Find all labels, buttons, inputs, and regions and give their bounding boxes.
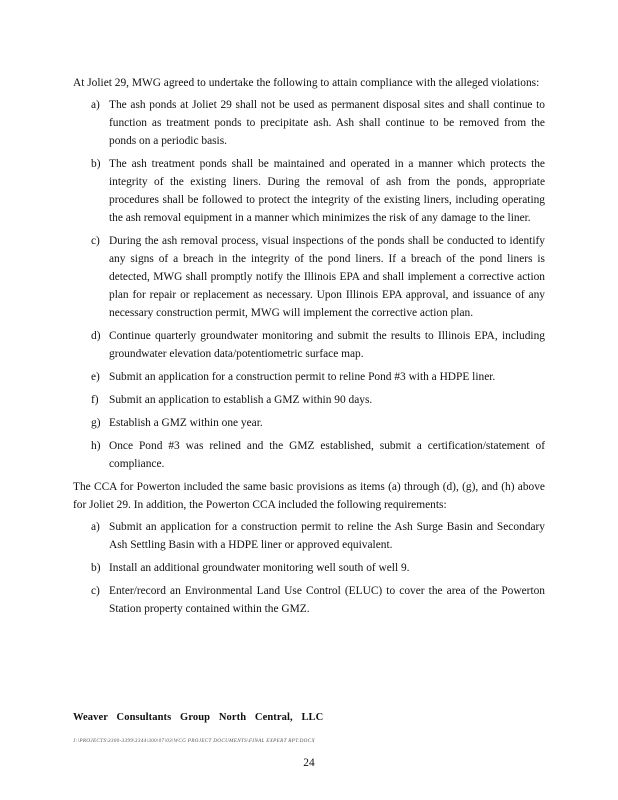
list-item xyxy=(73,437,545,473)
list-item xyxy=(73,582,545,618)
list-item-text: Submit an application to establish a GMZ within 90 days. xyxy=(109,394,373,406)
powerton-requirements-list xyxy=(73,518,545,618)
list-item xyxy=(73,327,545,363)
list-item-text: The ash ponds at Joliet 29 shall not be used as permanent disposal sites and shall continue to function as treatment ponds to precipitate ash. Ash shall continue to be removed from the ponds on a periodic basis. xyxy=(109,99,545,147)
joliet-requirements-list xyxy=(73,96,545,473)
list-marker: c) xyxy=(91,585,100,597)
list-item-text: During the ash removal process, visual inspections of the ponds shall be conducted to identify any signs of a breach in the integrity of the pond liners. If a breach of the pond liners is detected, MWG shall promptly notify the Illinois EPA and shall implement a corrective action plan for repair or replacement as necessary. Upon Illinois EPA approval, and issuance of any necessary construction permit, MWG will implement the corrective action plan. xyxy=(109,235,545,319)
list-item-text: Submit an application for a construction permit to reline the Ash Surge Basin and Secondary Ash Settling Basin with a HDPE liner or approved equivalent. xyxy=(109,521,545,551)
list-marker: a) xyxy=(91,521,100,533)
footer-file-path: J:\PROJECTS\3300-3399\3344\300\07\03\WCG PROJECT DOCUMENTS\FINAL EXPERT RPT.DOCX xyxy=(73,738,315,744)
list-item xyxy=(73,414,545,432)
list-item xyxy=(73,391,545,409)
list-item xyxy=(73,518,545,554)
list-marker: e) xyxy=(91,371,100,383)
list-marker: g) xyxy=(91,417,101,429)
list-item xyxy=(73,96,545,150)
list-marker: f) xyxy=(91,394,99,406)
page-number: 24 xyxy=(303,757,315,769)
list-item xyxy=(73,368,545,386)
list-item-text: Once Pond #3 was relined and the GMZ established, submit a certification/statement of compliance. xyxy=(109,440,545,470)
list-item-text: Submit an application for a construction permit to reline Pond #3 with a HDPE liner. xyxy=(109,371,496,383)
powerton-paragraph: The CCA for Powerton included the same basic provisions as items (a) through (d), (g), and (h) above for Joliet 29. In addition, the Powerton CCA included the following requirements: xyxy=(73,481,545,511)
list-item xyxy=(73,155,545,227)
list-item-text: The ash treatment ponds shall be maintained and operated in a manner which protects the integrity of the existing liners. During the removal of ash from the ponds, appropriate procedures shall be followed to protect the integrity of the existing liners, including operating the ash removal equipment in a manner which minimizes the risk of any damage to the liner. xyxy=(109,158,545,224)
list-item xyxy=(73,559,545,577)
list-marker: a) xyxy=(91,99,100,111)
list-item-text: Enter/record an Environmental Land Use Control (ELUC) to cover the area of the Powerton Station property contained within the GMZ. xyxy=(109,585,545,615)
footer-company-name: Weaver Consultants Group North Central, LLC xyxy=(73,712,324,723)
list-marker: b) xyxy=(91,562,101,574)
document-body xyxy=(73,74,545,623)
list-marker: c) xyxy=(91,235,100,247)
list-item-text: Install an additional groundwater monitoring well south of well 9. xyxy=(109,562,410,574)
list-marker: d) xyxy=(91,330,101,342)
list-item xyxy=(73,232,545,322)
list-marker: b) xyxy=(91,158,101,170)
list-item-text: Establish a GMZ within one year. xyxy=(109,417,263,429)
intro-paragraph: At Joliet 29, MWG agreed to undertake the following to attain compliance with the alleged violations: xyxy=(73,77,540,89)
list-item-text: Continue quarterly groundwater monitoring and submit the results to Illinois EPA, including groundwater elevation data/potentiometric surface map. xyxy=(109,330,545,360)
list-marker: h) xyxy=(91,440,101,452)
